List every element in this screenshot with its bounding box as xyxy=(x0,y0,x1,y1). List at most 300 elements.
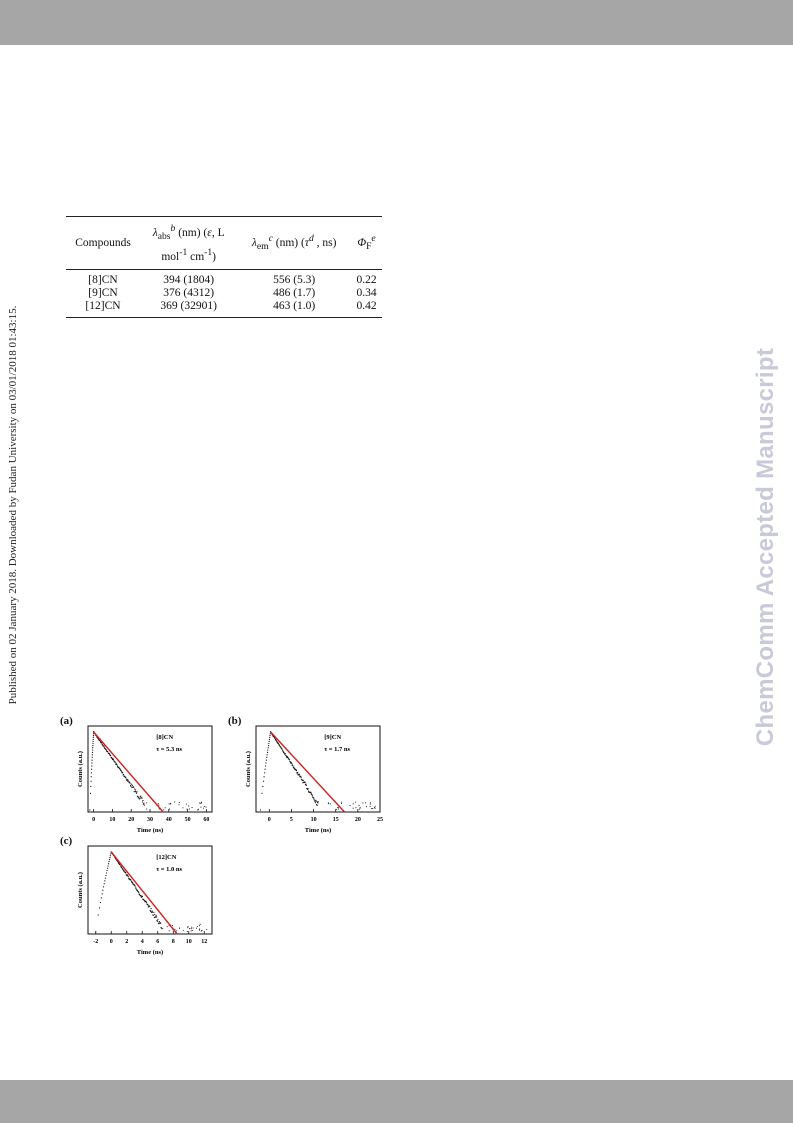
data-point xyxy=(90,793,91,794)
data-point xyxy=(316,801,317,802)
data-point xyxy=(267,754,268,755)
data-point xyxy=(101,897,102,898)
data-point xyxy=(157,921,158,922)
data-point xyxy=(92,741,93,742)
data-point xyxy=(102,893,103,894)
data-point xyxy=(91,760,92,761)
x-axis-label: Time (ns) xyxy=(304,827,332,834)
fit-line xyxy=(271,732,345,812)
data-point xyxy=(191,930,192,931)
data-point xyxy=(359,809,360,810)
x-tick-label: 0 xyxy=(267,817,271,823)
data-point xyxy=(196,928,197,929)
data-point xyxy=(169,803,170,804)
data-point xyxy=(268,745,269,746)
data-point xyxy=(143,899,144,900)
data-point xyxy=(89,809,90,810)
x-tick-label: 25 xyxy=(377,817,383,823)
x-tick-label: 0 xyxy=(109,939,113,945)
data-point xyxy=(99,907,100,908)
legend-compound: [8]CN xyxy=(156,734,174,741)
data-point xyxy=(109,857,110,858)
footer-bar xyxy=(0,1080,793,1123)
data-point xyxy=(200,803,201,804)
data-point xyxy=(336,809,337,810)
plot-frame xyxy=(88,726,212,812)
data-point xyxy=(107,868,108,869)
data-point xyxy=(104,746,105,747)
cell-emission: 463 (1.0) xyxy=(273,299,316,312)
x-tick-label: 60 xyxy=(203,817,210,823)
data-point xyxy=(178,804,179,805)
data-point xyxy=(146,902,147,903)
data-point xyxy=(150,911,151,912)
data-point xyxy=(107,865,108,866)
x-tick-label: 4 xyxy=(140,939,144,945)
data-point xyxy=(151,910,152,911)
x-tick-label: 2 xyxy=(125,939,129,945)
data-point xyxy=(117,766,118,767)
data-point xyxy=(121,867,122,868)
data-point xyxy=(124,870,125,871)
decay-panel-c xyxy=(58,834,216,962)
data-point xyxy=(375,806,376,807)
decay-plot-b xyxy=(226,714,384,840)
x-axis-label: Time (ns) xyxy=(136,827,164,834)
data-point xyxy=(314,799,315,800)
data-point xyxy=(341,802,342,803)
data-point xyxy=(186,809,187,810)
data-point xyxy=(201,802,202,803)
header-quantum-yield: $\Phi_F^e$ xyxy=(357,232,376,253)
data-point xyxy=(289,759,290,760)
data-point xyxy=(170,803,171,804)
data-point xyxy=(165,807,166,808)
data-point xyxy=(154,914,155,915)
data-point xyxy=(199,930,200,931)
data-point xyxy=(269,741,270,742)
data-point xyxy=(140,796,141,797)
data-point xyxy=(134,788,135,789)
data-point xyxy=(110,755,111,756)
data-point xyxy=(162,928,163,929)
data-point xyxy=(98,914,99,915)
data-point xyxy=(142,800,143,801)
data-point xyxy=(156,916,157,917)
fit-line xyxy=(111,852,177,934)
table-header-row xyxy=(66,217,382,270)
data-point xyxy=(264,769,265,770)
data-point xyxy=(146,802,147,803)
data-point xyxy=(318,803,319,804)
data-point xyxy=(163,809,164,810)
cell-quantum-yield: 0.42 xyxy=(356,299,377,312)
data-point xyxy=(158,803,159,804)
data-point xyxy=(134,886,135,887)
plot-frame xyxy=(88,846,212,934)
data-point xyxy=(279,745,280,746)
data-point xyxy=(121,770,122,771)
data-point xyxy=(187,931,188,932)
data-points xyxy=(95,851,207,932)
decay-panel-b xyxy=(226,714,384,840)
header-compounds: Compounds xyxy=(75,236,131,249)
data-point xyxy=(186,804,187,805)
data-point xyxy=(128,876,129,877)
data-point xyxy=(203,808,204,809)
data-point xyxy=(182,807,183,808)
data-point xyxy=(93,735,94,736)
data-point xyxy=(144,805,145,806)
data-point xyxy=(153,912,154,913)
data-point xyxy=(93,739,94,740)
data-point xyxy=(108,863,109,864)
data-point xyxy=(370,802,371,803)
data-point xyxy=(92,757,93,758)
x-tick-label: -2 xyxy=(93,939,99,945)
data-point xyxy=(106,870,107,871)
data-point xyxy=(103,745,104,746)
cell-absorption: 369 (32901) xyxy=(160,299,217,312)
data-point xyxy=(297,773,298,774)
data-point xyxy=(92,743,93,744)
x-tick-label: 20 xyxy=(354,817,361,823)
data-point xyxy=(205,807,206,808)
plot-frame xyxy=(256,726,380,812)
data-point xyxy=(123,774,124,775)
data-point xyxy=(315,802,316,803)
x-tick-label: 50 xyxy=(184,817,191,823)
data-point xyxy=(269,735,270,736)
data-point xyxy=(148,906,149,907)
data-point xyxy=(366,806,367,807)
data-point xyxy=(270,733,271,734)
data-point xyxy=(183,930,184,931)
data-point xyxy=(172,925,173,926)
data-point xyxy=(92,747,93,748)
data-point xyxy=(305,784,306,785)
data-point xyxy=(125,872,126,873)
data-point xyxy=(118,767,119,768)
data-point xyxy=(133,787,134,788)
data-point xyxy=(301,777,302,778)
cell-absorption: 376 (4312) xyxy=(163,286,215,299)
legend-lifetime: τ = 1.0 ns xyxy=(156,866,183,873)
data-point xyxy=(193,927,194,928)
data-point xyxy=(262,786,263,787)
data-point xyxy=(314,801,315,802)
data-point xyxy=(107,751,108,752)
table-row xyxy=(66,269,382,287)
data-point xyxy=(90,781,91,782)
data-point xyxy=(266,760,267,761)
data-point xyxy=(105,749,106,750)
cell-absorption: 394 (1804) xyxy=(163,273,215,286)
data-point xyxy=(176,930,177,931)
header-absorption: $\lambda_{abs}^b$ (nm) (ε, L mol$^{-1}$ $cm^{-1}$) xyxy=(152,223,225,263)
data-point xyxy=(141,897,142,898)
table-row xyxy=(66,300,382,318)
data-point xyxy=(282,749,283,750)
publication-notice-text: Published on 02 January 2018. Downloaded by Fudan University on 03/01/2018 01:43:15. xyxy=(7,305,19,705)
data-point xyxy=(353,808,354,809)
data-point xyxy=(127,779,128,780)
data-point xyxy=(108,861,109,862)
x-tick-label: 5 xyxy=(289,817,293,823)
data-point xyxy=(92,754,93,755)
data-point xyxy=(189,809,190,810)
data-point xyxy=(267,752,268,753)
header-emission: $\lambda_{em}^c$ (nm) ($\tau^d$ , ns) xyxy=(251,232,337,253)
data-point xyxy=(93,737,94,738)
data-point xyxy=(297,772,298,773)
data-point xyxy=(142,896,143,897)
data-point xyxy=(102,890,103,891)
data-point xyxy=(104,883,105,884)
data-point xyxy=(141,797,142,798)
data-point xyxy=(174,801,175,802)
data-point xyxy=(161,928,162,929)
fit-line xyxy=(94,732,164,812)
data-points xyxy=(89,731,206,811)
data-point xyxy=(110,853,111,854)
data-point xyxy=(372,808,373,809)
data-point xyxy=(328,802,329,803)
cell-quantum-yield: 0.22 xyxy=(356,273,377,286)
data-point xyxy=(204,806,205,807)
data-point xyxy=(92,752,93,753)
y-axis-label: Counts (a.u.) xyxy=(77,872,84,908)
data-point xyxy=(91,769,92,770)
cell-emission: 556 (5.3) xyxy=(273,273,316,286)
data-point xyxy=(280,747,281,748)
data-point xyxy=(95,931,96,932)
data-point xyxy=(105,877,106,878)
data-point xyxy=(200,807,201,808)
data-point xyxy=(156,915,157,916)
data-point xyxy=(269,737,270,738)
x-tick-label: 0 xyxy=(92,817,96,823)
watermark-text: ChemComm Accepted Manuscript xyxy=(752,347,779,747)
data-point xyxy=(103,886,104,887)
data-point xyxy=(268,743,269,744)
cell-compound: [9]CN xyxy=(88,286,118,299)
data-point xyxy=(317,801,318,802)
data-point xyxy=(312,795,313,796)
panel-label: (b) xyxy=(228,715,242,727)
x-tick-label: 10 xyxy=(185,939,192,945)
data-point xyxy=(117,764,118,765)
data-point xyxy=(109,859,110,860)
data-point xyxy=(159,921,160,922)
data-point xyxy=(160,923,161,924)
data-point xyxy=(139,798,140,799)
data-point xyxy=(317,805,318,806)
data-point xyxy=(92,749,93,750)
data-point xyxy=(152,912,153,913)
data-point xyxy=(157,919,158,920)
data-point xyxy=(135,888,136,889)
data-point xyxy=(300,776,301,777)
data-point xyxy=(92,745,93,746)
data-point xyxy=(189,928,190,929)
data-point xyxy=(370,806,371,807)
y-axis-label: Counts (a.u.) xyxy=(77,751,84,787)
data-point xyxy=(188,926,189,927)
data-point xyxy=(169,809,170,810)
data-point xyxy=(293,767,294,768)
legend-lifetime: τ = 5.3 ns xyxy=(156,746,183,753)
table-row xyxy=(66,287,382,300)
data-point xyxy=(362,802,363,803)
data-point xyxy=(261,793,262,794)
data-point xyxy=(130,879,131,880)
data-point xyxy=(128,780,129,781)
data-point xyxy=(149,906,150,907)
data-point xyxy=(150,908,151,909)
data-point xyxy=(139,894,140,895)
data-point xyxy=(374,807,375,808)
cell-compound: [8]CN xyxy=(88,273,118,286)
data-point xyxy=(308,790,309,791)
data-point xyxy=(265,765,266,766)
data-point xyxy=(295,769,296,770)
data-point xyxy=(137,890,138,891)
data-point xyxy=(199,925,200,926)
photophysical-table xyxy=(66,216,382,318)
data-point xyxy=(371,808,372,809)
data-point xyxy=(304,782,305,783)
data-point xyxy=(135,789,136,790)
x-tick-label: 12 xyxy=(201,939,208,945)
data-point xyxy=(303,780,304,781)
x-tick-label: 30 xyxy=(147,817,153,823)
panel-label: (c) xyxy=(60,835,73,847)
data-point xyxy=(291,763,292,764)
data-point xyxy=(260,809,261,810)
data-point xyxy=(187,927,188,928)
x-tick-label: 40 xyxy=(165,817,172,823)
data-point xyxy=(268,747,269,748)
data-point xyxy=(313,798,314,799)
data-point xyxy=(138,891,139,892)
data-point xyxy=(201,930,202,931)
data-point xyxy=(167,926,168,927)
legend-lifetime: τ = 1.7 ns xyxy=(324,746,351,753)
data-point xyxy=(265,762,266,763)
data-point xyxy=(122,772,123,773)
header-bar xyxy=(0,0,793,45)
x-tick-label: 6 xyxy=(156,939,160,945)
data-point xyxy=(113,759,114,760)
data-point xyxy=(330,803,331,804)
y-axis-label: Counts (a.u.) xyxy=(245,751,252,787)
data-point xyxy=(115,762,116,763)
data-point xyxy=(91,776,92,777)
data-point xyxy=(359,807,360,808)
data-point xyxy=(91,772,92,773)
data-point xyxy=(110,855,111,856)
x-tick-label: 8 xyxy=(171,939,175,945)
data-point xyxy=(91,765,92,766)
data-point xyxy=(143,803,144,804)
data-point xyxy=(341,803,342,804)
data-point xyxy=(125,777,126,778)
data-point xyxy=(136,793,137,794)
panel-label: (a) xyxy=(60,715,73,727)
x-axis-label: Time (ns) xyxy=(136,949,164,956)
data-point xyxy=(132,785,133,786)
data-point xyxy=(192,807,193,808)
legend-compound: [9]CN xyxy=(324,734,342,741)
data-point xyxy=(130,786,131,787)
data-point xyxy=(105,875,106,876)
data-point xyxy=(142,801,143,802)
data-point xyxy=(267,749,268,750)
data-point xyxy=(90,786,91,787)
data-point xyxy=(370,804,371,805)
data-point xyxy=(102,744,103,745)
data-point xyxy=(306,785,307,786)
data-point xyxy=(338,809,339,810)
data-point xyxy=(264,772,265,773)
data-point xyxy=(307,788,308,789)
data-point xyxy=(169,930,170,931)
x-tick-label: 20 xyxy=(128,817,135,823)
data-point xyxy=(266,757,267,758)
data-point xyxy=(277,742,278,743)
data-point xyxy=(359,805,360,806)
data-point xyxy=(299,774,300,775)
decay-panel-a xyxy=(58,714,216,840)
data-point xyxy=(100,902,101,903)
data-point xyxy=(200,924,201,925)
data-point xyxy=(146,809,147,810)
data-point xyxy=(136,791,137,792)
data-point xyxy=(263,781,264,782)
data-point xyxy=(353,803,354,804)
data-point xyxy=(191,928,192,929)
x-tick-label: 15 xyxy=(332,817,339,823)
legend-compound: [12]CN xyxy=(156,854,177,861)
data-point xyxy=(104,880,105,881)
data-point xyxy=(91,762,92,763)
data-point xyxy=(206,929,207,930)
data-point xyxy=(116,763,117,764)
data-point xyxy=(285,753,286,754)
data-point xyxy=(292,765,293,766)
data-points xyxy=(260,731,376,811)
data-point xyxy=(147,904,148,905)
data-point xyxy=(355,807,356,808)
data-point xyxy=(188,805,189,806)
data-point xyxy=(191,927,192,928)
x-tick-label: 10 xyxy=(109,817,116,823)
data-point xyxy=(269,739,270,740)
cell-emission: 486 (1.7) xyxy=(273,286,316,299)
data-point xyxy=(263,776,264,777)
data-point xyxy=(192,930,193,931)
data-point xyxy=(179,802,180,803)
data-point xyxy=(197,926,198,927)
data-point xyxy=(131,784,132,785)
cell-quantum-yield: 0.34 xyxy=(356,286,377,299)
data-point xyxy=(311,792,312,793)
x-tick-label: 10 xyxy=(310,817,317,823)
data-point xyxy=(198,809,199,810)
data-point xyxy=(179,927,180,928)
cell-compound: [12]CN xyxy=(85,299,121,312)
